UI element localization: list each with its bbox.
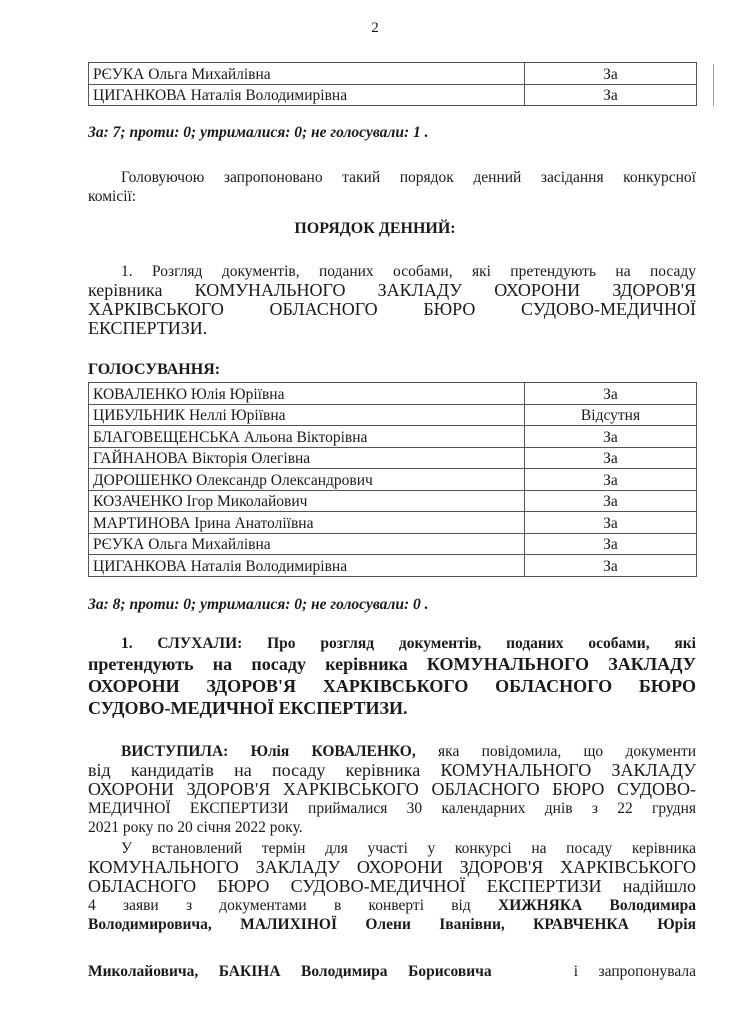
vote-table-top — [88, 62, 697, 106]
speech-line — [88, 742, 696, 761]
member-name: ЦИБУЛЬНИК Неллі Юріївна — [89, 404, 525, 426]
heard-line: СУДОВО-МЕДИЧНОЇ ЕКСПЕРТИЗИ. — [88, 698, 408, 718]
candidate-names: Володимировича, МАЛИХІНОЇ Олени Іванівни, КРАВЧЕНКА Юрія — [88, 916, 696, 933]
member-vote: За — [525, 84, 697, 106]
member-vote: За — [525, 383, 697, 405]
applications-line: У встановлений термін для участі у конкурсі на посаду керівника — [121, 840, 696, 857]
speech-section — [88, 742, 696, 837]
speech-line: МЕДИЧНОЇ ЕКСПЕРТИЗИ приймалися 30 календарних днів з 22 грудня — [88, 800, 696, 817]
table-row — [89, 469, 697, 491]
page-number: 2 — [371, 20, 379, 36]
member-name: ГАЙНАНОВА Вікторія Олегівна — [89, 447, 525, 469]
applications-section — [88, 839, 696, 934]
intro-line: комісії: — [88, 188, 137, 205]
member-vote: За — [525, 533, 697, 555]
agenda-heading: ПОРЯДОК ДЕННИЙ: — [294, 220, 456, 237]
member-vote: За — [525, 469, 697, 491]
table-row — [89, 447, 697, 469]
applications-line: ОБЛАСНОГО БЮРО СУДОВО-МЕДИЧНОЇ ЕКСПЕРТИЗИ надійшло — [88, 877, 696, 896]
speech-line: ОХОРОНИ ЗДОРОВ'Я ХАРКІВСЬКОГО ОБЛАСНОГО БЮРО СУДОВО- — [88, 780, 696, 799]
applications-line — [88, 896, 696, 915]
applications-line — [88, 915, 696, 934]
member-vote: За — [525, 555, 697, 577]
applications-line: КОМУНАЛЬНОГО ЗАКЛАДУ ОХОРОНИ ЗДОРОВ'Я ХАРКІВСЬКОГО — [88, 858, 696, 877]
voting-label: ГОЛОСУВАННЯ: — [88, 361, 221, 378]
member-name: КОЗАЧЕНКО Ігор Миколайович — [89, 490, 525, 512]
heard-section — [88, 634, 696, 719]
table-row — [89, 63, 697, 85]
candidate-name: Миколайовича, БАКІНА Володимира Борисовича — [88, 963, 492, 980]
vote-tally-1: За: 7; проти: 0; утрималися: 0; не голосували: 1 . — [88, 124, 429, 141]
member-name: КОВАЛЕНКО Юлія Юріївна — [89, 383, 525, 405]
applications-text: 4 заяви з документами в конверті від — [88, 897, 471, 914]
table-row — [89, 490, 697, 512]
agenda-line: ЕКСПЕРТИЗИ. — [88, 318, 208, 338]
member-name: РЄУКА Ольга Михайлівна — [89, 533, 525, 555]
member-name: ЦИГАНКОВА Наталія Володимирівна — [89, 555, 525, 577]
applications-text: і запропонувала — [573, 963, 696, 980]
member-name: ЦИГАНКОВА Наталія Володимирівна — [89, 84, 525, 106]
member-vote: За — [525, 426, 697, 448]
member-vote: За — [525, 512, 697, 534]
intro-paragraph — [88, 168, 696, 206]
candidate-name: ХИЖНЯКА Володимира — [498, 897, 696, 914]
vote-table-agenda — [88, 382, 697, 577]
agenda-item — [88, 262, 696, 338]
table-row — [89, 555, 697, 577]
agenda-line: ХАРКІВСЬКОГО ОБЛАСНОГО БЮРО СУДОВО-МЕДИЧНОЇ — [88, 300, 696, 319]
table-row — [89, 383, 697, 405]
heard-line: претендують на посаду керівника КОМУНАЛЬНОГО ЗАКЛАДУ — [88, 654, 696, 674]
member-name: МАРТИНОВА Ірина Анатоліївна — [89, 512, 525, 534]
heard-line: 1. СЛУХАЛИ: Про розгляд документів, поданих особами, які — [121, 635, 696, 652]
member-vote: Відсутня — [525, 404, 697, 426]
member-vote: За — [525, 490, 697, 512]
member-name: БЛАГОВЕЩЕНСЬКА Альона Вікторівна — [89, 426, 525, 448]
agenda-line: керівника КОМУНАЛЬНОГО ЗАКЛАДУ ОХОРОНИ ЗДОРОВ'Я — [88, 281, 696, 300]
heard-line: ОХОРОНИ ЗДОРОВ'Я ХАРКІВСЬКОГО ОБЛАСНОГО БЮРО — [88, 676, 696, 696]
scan-artifact — [713, 64, 714, 106]
applications-continued — [88, 962, 696, 981]
applications-line — [88, 962, 696, 981]
agenda-line: 1. Розгляд документів, поданих особами, які претендують на посаду — [121, 263, 696, 280]
member-name: ДОРОШЕНКО Олександр Олександрович — [89, 469, 525, 491]
member-vote: За — [525, 63, 697, 85]
speaker-label: ВИСТУПИЛА: Юлія КОВАЛЕНКО, — [121, 743, 416, 760]
speech-text: яка повідомила, що документи — [438, 743, 696, 760]
table-row — [89, 426, 697, 448]
vote-tally-2: За: 8; проти: 0; утрималися: 0; не голосували: 0 . — [88, 596, 429, 613]
member-vote: За — [525, 447, 697, 469]
table-row — [89, 512, 697, 534]
table-row — [89, 533, 697, 555]
speech-line: 2021 року по 20 січня 2022 року. — [88, 819, 303, 836]
table-row — [89, 404, 697, 426]
intro-line: Головуючою запропоновано такий порядок денний засідання конкурсної — [121, 169, 696, 186]
table-row — [89, 84, 697, 106]
member-name: РЄУКА Ольга Михайлівна — [89, 63, 525, 85]
speech-line: від кандидатів на посаду керівника КОМУНАЛЬНОГО ЗАКЛАДУ — [88, 761, 696, 780]
